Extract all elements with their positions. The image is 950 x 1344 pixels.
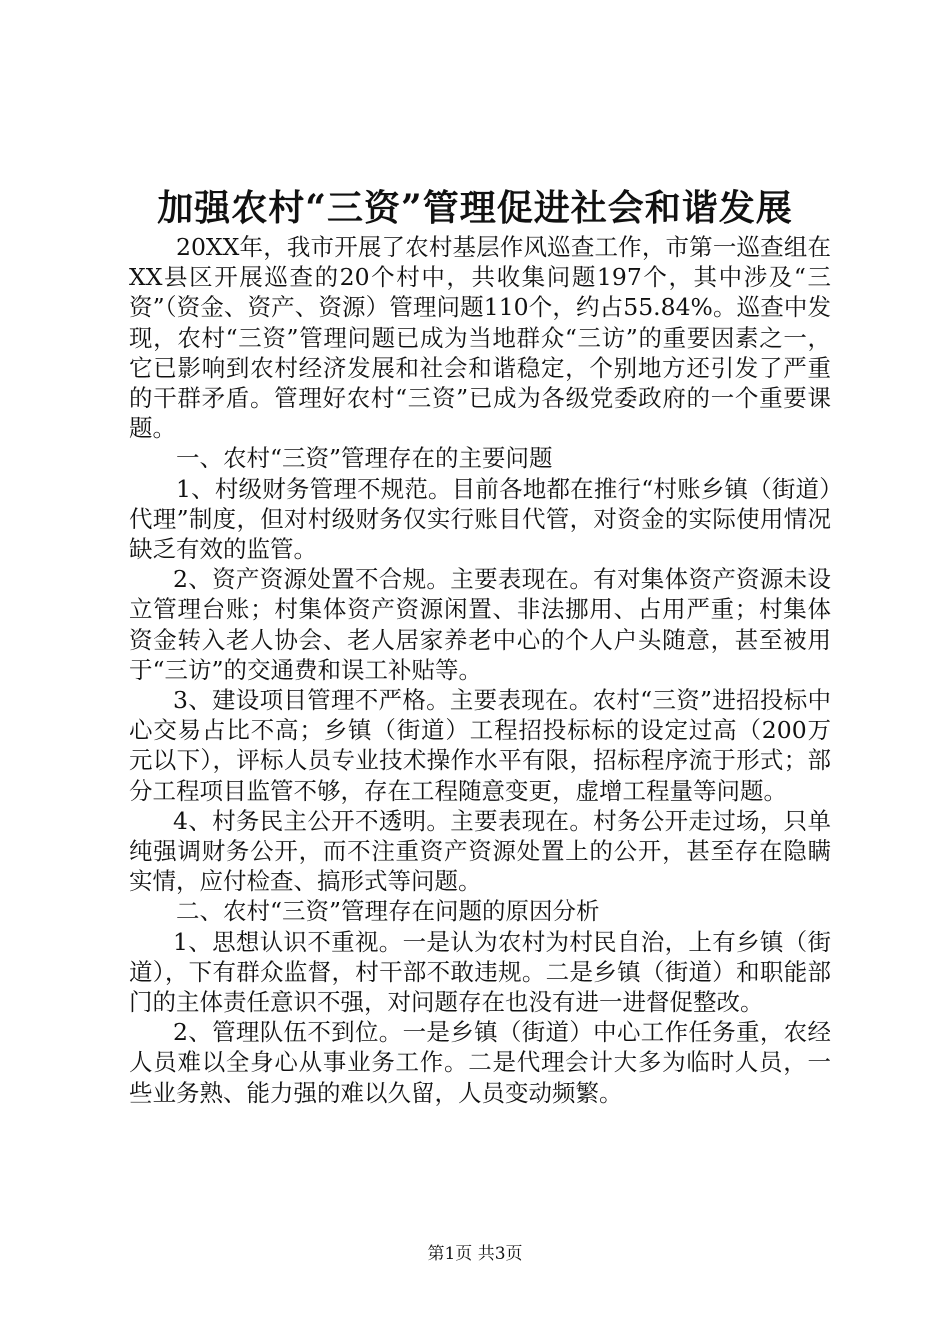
paragraph-item-2-1: 1、思想认识不重视。一是认为农村为村民自治，上有乡镇（街道），下有群众监督，村干部不敢违规。二是乡镇（街道）和职能部门的主体责任意识不强，对问题存在也没有进一进督促整改。 [129, 927, 831, 1017]
paragraph-intro: 20XX年，我市开展了农村基层作风巡查工作，市第一巡查组在XX县区开展巡查的20个村中，共收集问题197个，其中涉及“三资”（资金、资产、资源）管理问题110个，约占55.84%。巡查中发现，农村“三资”管理问题已成为当地群众“三访”的重要因素之一，它已影响到农村经济发展和社会和谐稳定，个别地方还引发了严重的干群矛盾。管理好农村“三资”已成为各级党委政府的一个重要课题。 [129, 233, 831, 443]
document-title: 加强农村“三资”管理促进社会和谐发展 [157, 187, 793, 229]
document-body [129, 232, 831, 1108]
page-footer: 第1页 共3页 [427, 1244, 523, 1264]
paragraph-item-2-2: 2、管理队伍不到位。一是乡镇（街道）中心工作任务重，农经人员难以全身心从事业务工作。二是代理会计大多为临时人员，一些业务熟、能力强的难以久留，人员变动频繁。 [129, 1018, 831, 1107]
paragraph-item-1-3: 3、建设项目管理不严格。主要表现在。农村“三资”进招投标中心交易占比不高；乡镇（街道）工程招投标标的设定过高（200万元以下），评标人员专业技术操作水平有限，招标程序流于形式；部分工程项目监管不够，存在工程随意变更，虚增工程量等问题。 [129, 686, 831, 805]
section-heading-1: 一、农村“三资”管理存在的主要问题 [176, 444, 553, 473]
section-heading-2: 二、农村“三资”管理存在问题的原因分析 [176, 897, 600, 926]
paragraph-item-1-4: 4、村务民主公开不透明。主要表现在。村务公开走过场，只单纯强调财务公开，而不注重资产资源处置上的公开，甚至存在隐瞒实情，应付检查、搞形式等问题。 [129, 806, 831, 896]
paragraph-item-1-2: 2、资产资源处置不合规。主要表现在。有对集体资产资源未设立管理台账；村集体资产资源闲置、非法挪用、占用严重；村集体资金转入老人协会、老人居家养老中心的个人户头随意，甚至被用于“三访”的交通费和误工补贴等。 [129, 565, 831, 684]
paragraph-item-1-1: 1、村级财务管理不规范。目前各地都在推行“村账乡镇（街道）代理”制度，但对村级财务仅实行账目代管，对资金的实际使用情况缺乏有效的监管。 [129, 474, 831, 564]
